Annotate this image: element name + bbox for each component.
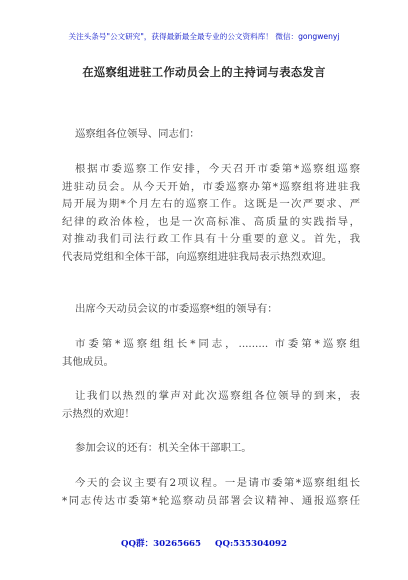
- greeting-line: 巡察组各位领导、同志们：: [75, 128, 200, 140]
- paragraph-1: [62, 161, 360, 266]
- document-title: 在巡察组进驻工作动员会上的主持词与表态发言: [82, 65, 326, 79]
- paragraph-line: 市委第*巡察组组长*同志，......... 市委第*巡察组: [75, 338, 360, 350]
- paragraph-line: 出席今天动员会议的市委巡察*组的领导有：: [75, 303, 278, 315]
- paragraph-line: 纪律的政治体检，也是一次高标准、高质量的实践指导，: [62, 215, 360, 228]
- paragraph-line: 示热烈的欢迎！: [62, 407, 135, 420]
- paragraph-line: 根据市委巡察工作安排，今天召开市委第*巡察组巡察: [75, 163, 360, 175]
- paragraph-line: 让我们以热烈的掌声对此次巡察组各位领导的到来，表: [75, 390, 360, 402]
- paragraph-line: 对推动我们司法行政工作具有十分重要的意义。首先，我: [62, 233, 360, 245]
- paragraph-line: *同志传达市委第*轮巡察动员部署会议精神、通报巡察任: [62, 494, 360, 507]
- paragraph-line: 进驻动员会。从今天开始，市委巡察办第*巡察组将进驻我: [62, 180, 360, 193]
- header-banner: 关注头条号"公文研究"，获得最新最全最专业的公文资料库！ 微信：gongwenyj: [68, 32, 340, 41]
- paragraph-6: [62, 475, 360, 510]
- qq-group-text: QQ群：30265665: [121, 539, 202, 549]
- paragraph-line: 局开展为期*个月左右的巡察工作。这既是一次严要求、严: [62, 198, 360, 210]
- footer-contact: [0, 537, 408, 549]
- paragraph-2: [62, 301, 360, 319]
- paragraph-line: 其他成员。: [62, 355, 114, 368]
- paragraph-line: 参加会议的还有：机关全体干部职工。: [75, 442, 252, 454]
- qq-number-text: QQ:535304092: [215, 539, 287, 549]
- paragraph-4: [62, 388, 360, 423]
- paragraph-line: 今天的会议主要有2项议程。一是请市委第*巡察组组长: [75, 477, 360, 489]
- paragraph-3: [62, 336, 360, 371]
- paragraph-5: [62, 440, 360, 458]
- greeting: [62, 126, 360, 144]
- paragraph-line: 代表局党组和全体干部，向巡察组进驻我局表示热烈欢迎。: [62, 250, 333, 263]
